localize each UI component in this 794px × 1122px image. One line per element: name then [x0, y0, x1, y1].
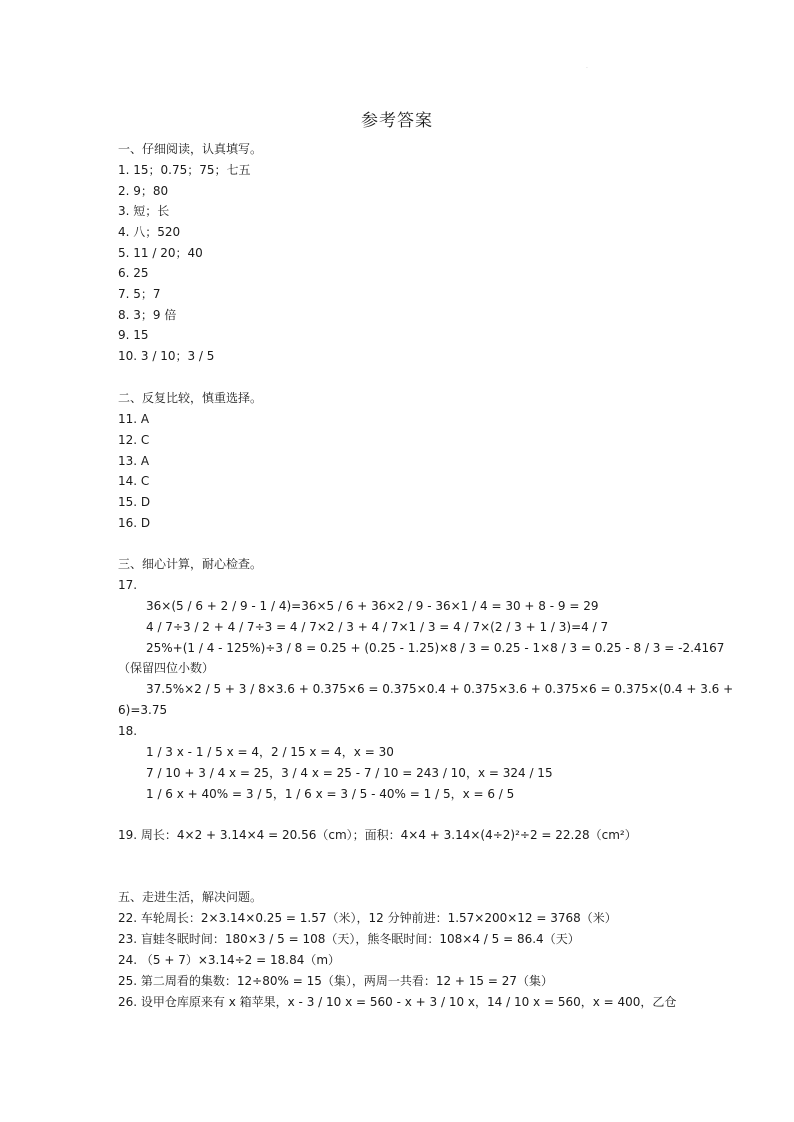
answer-line: 5. 11 / 20；40: [118, 246, 203, 260]
calc-line: 6)=3.75: [118, 703, 168, 717]
answer-line: 22. 车轮周长：2×3.14×0.25 = 1.57（米），12 分钟前进：1.57×200×12 = 3768（米）: [118, 911, 617, 925]
answer-line: 26. 设甲仓库原来有 x 箱苹果，x - 3 / 10 x = 560 - x + 3 / 10 x，14 / 10 x = 560，x = 400，乙仓: [118, 995, 677, 1009]
answer-line: 11. A: [118, 412, 150, 426]
section-heading-3: 三、细心计算，耐心检查。: [118, 557, 263, 571]
answer-line: 24. （5 + 7）×3.14÷2 = 18.84（m）: [118, 953, 341, 967]
calc-note: （保留四位小数）: [118, 661, 215, 675]
section-heading-2: 二、反复比较，慎重选择。: [118, 391, 263, 405]
answer-line: 8. 3；9 倍: [118, 308, 177, 322]
page-title: 参考答案: [361, 111, 433, 131]
answer-line: 23. 盲蛙冬眠时间：180×3 / 5 = 108（天），熊冬眠时间：108×4 / 5 = 86.4（天）: [118, 932, 580, 946]
section-heading-5: 五、走进生活，解决问题。: [118, 890, 263, 904]
calc-line: 25%+(1 / 4 - 125%)÷3 / 8 = 0.25 + (0.25 - 1.25)×8 / 3 = 0.25 - 1×8 / 3 = 0.25 - 8 / 3 = -2.4167: [146, 641, 725, 655]
answer-line: 10. 3 / 10；3 / 5: [118, 349, 215, 363]
answer-line: 18.: [118, 724, 138, 738]
answer-line: 1. 15；0.75；75；七五: [118, 163, 251, 177]
answer-line: 6. 25: [118, 266, 149, 280]
equation-line: 1 / 3 x - 1 / 5 x = 4，2 / 15 x = 4，x = 30: [146, 745, 394, 759]
answer-line: 25. 第二周看的集数：12÷80% = 15（集），两周一共看：12 + 15 = 27（集）: [118, 974, 554, 988]
answer-line: 16. D: [118, 516, 151, 530]
answer-line: 12. C: [118, 433, 150, 447]
answer-line: 4. 八；520: [118, 225, 181, 239]
calc-line: 37.5%×2 / 5 + 3 / 8×3.6 + 0.375×6 = 0.375×0.4 + 0.375×3.6 + 0.375×6 = 0.375×(0.4 + 3.6 +: [146, 682, 734, 696]
header-mark: ·: [586, 65, 588, 72]
answer-line: 14. C: [118, 474, 150, 488]
answer-line: 17.: [118, 578, 138, 592]
answer-line: 7. 5；7: [118, 287, 161, 301]
section-heading-1: 一、仔细阅读，认真填写。: [118, 142, 263, 156]
calc-line: 4 / 7÷3 / 2 + 4 / 7÷3 = 4 / 7×2 / 3 + 4 / 7×1 / 3 = 4 / 7×(2 / 3 + 1 / 3)=4 / 7: [146, 620, 609, 634]
calc-line: 36×(5 / 6 + 2 / 9 - 1 / 4)=36×5 / 6 + 36×2 / 9 - 36×1 / 4 = 30 + 8 - 9 = 29: [146, 599, 599, 613]
equation-line: 1 / 6 x + 40% = 3 / 5，1 / 6 x = 3 / 5 - 40% = 1 / 5，x = 6 / 5: [146, 787, 515, 801]
answer-line: 15. D: [118, 495, 151, 509]
equation-line: 7 / 10 + 3 / 4 x = 25，3 / 4 x = 25 - 7 / 10 = 243 / 10，x = 324 / 15: [146, 766, 553, 780]
answer-line: 19. 周长：4×2 + 3.14×4 = 20.56（cm）；面积：4×4 + 3.14×(4÷2)²÷2 = 22.28（cm²）: [118, 828, 637, 842]
answer-line: 3. 短；长: [118, 204, 170, 218]
answer-line: 9. 15: [118, 328, 149, 342]
answer-line: 2. 9；80: [118, 184, 169, 198]
answer-line: 13. A: [118, 454, 150, 468]
